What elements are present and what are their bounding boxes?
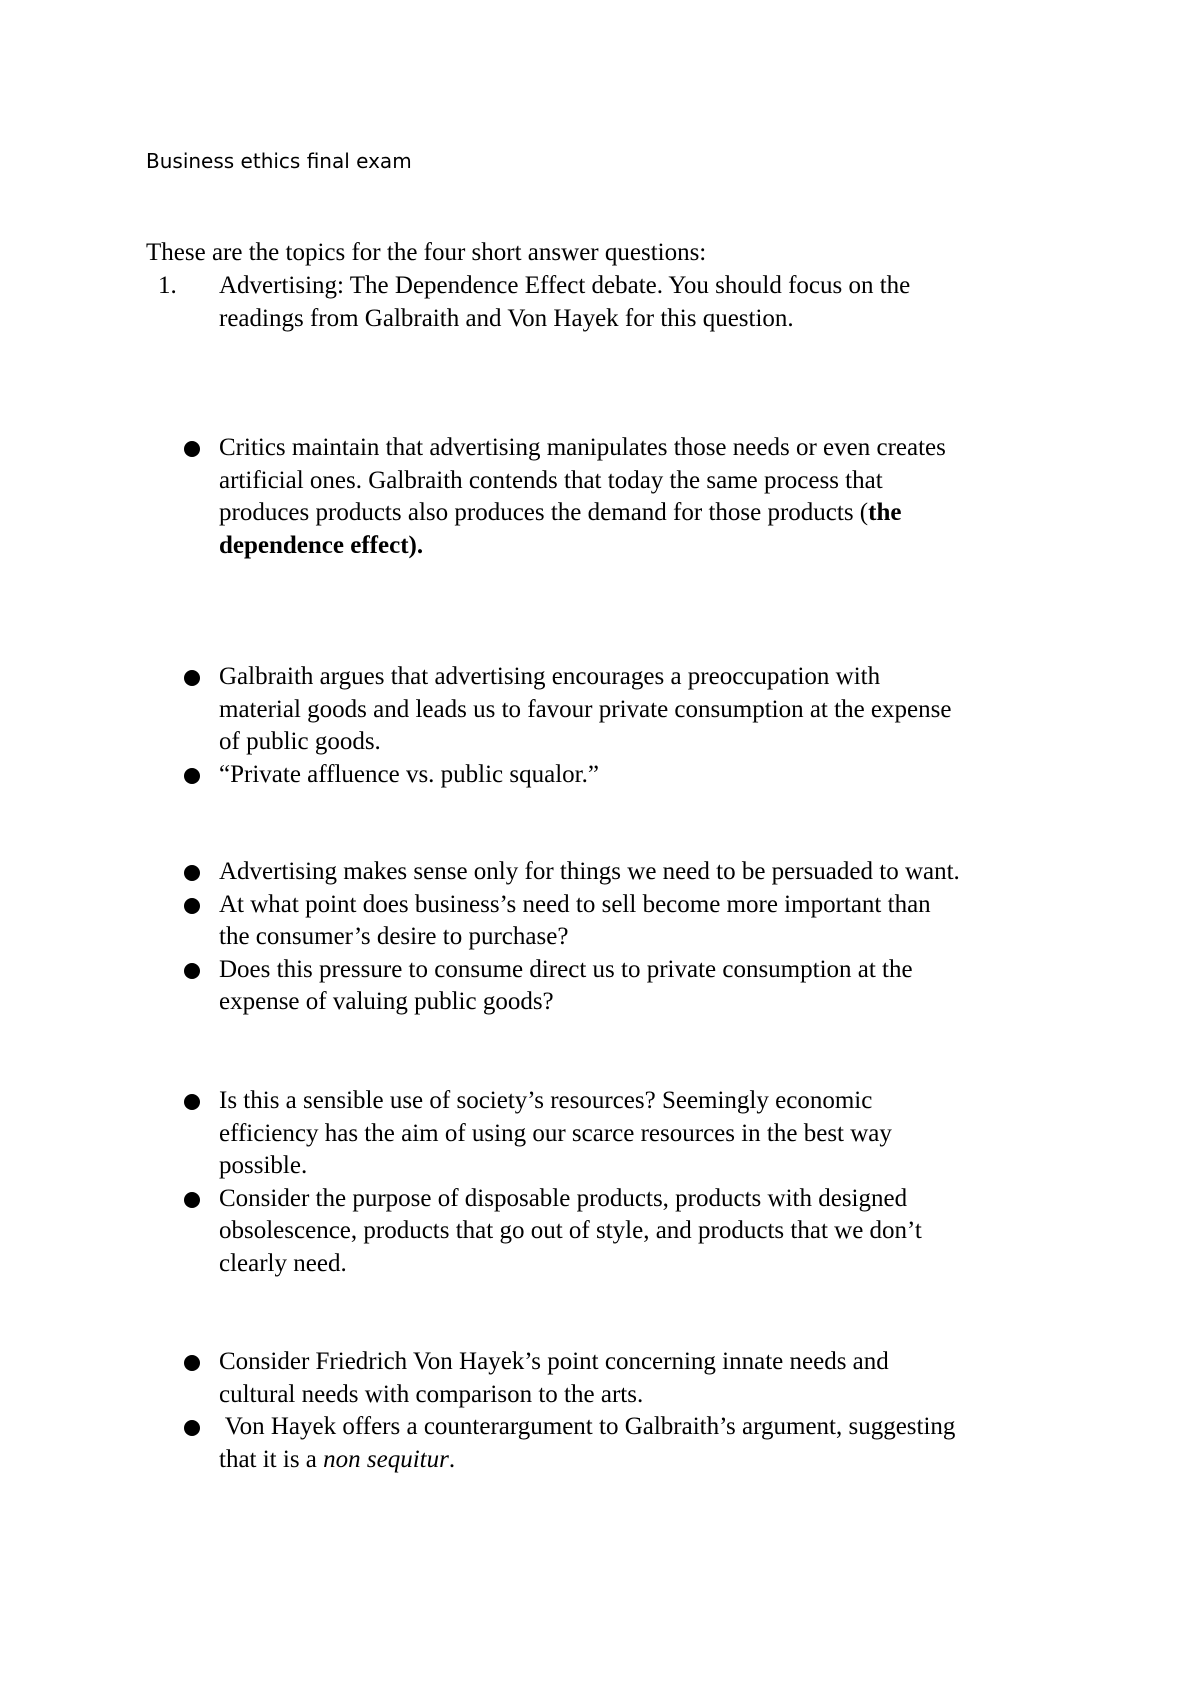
text-line: Is this a sensible use of society’s resources? Seemingly economic <box>219 1087 873 1114</box>
text-line: cultural needs with comparison to the arts. <box>219 1380 644 1408</box>
bullet-item-pressure <box>0 954 1089 1019</box>
bullet-item-disposable <box>0 1183 1089 1281</box>
bullet-icon <box>184 1094 200 1110</box>
text-line: Advertising makes sense only for things we need to be persuaded to want. <box>219 858 960 885</box>
numbered-item-text <box>219 270 1079 335</box>
text-line: obsolescence, products that go out of style, and products that we don’t <box>219 1217 922 1245</box>
text-run: ). <box>408 531 424 559</box>
text-line: Von Hayek offers a counterargument to Galbraith’s argument, suggesting <box>219 1413 956 1441</box>
text-line: the consumer’s desire to purchase? <box>219 923 569 951</box>
bullet-icon <box>184 963 200 979</box>
list-number: 1. <box>158 272 177 299</box>
text-run: produces products also produces the demand for those products ( <box>219 499 869 527</box>
italic-term: non sequitur <box>323 1445 449 1473</box>
bullet-icon <box>184 670 200 686</box>
bullet-item-hayek-needs <box>0 1346 1089 1411</box>
text-line: Consider Friedrich Von Hayek’s point concerning innate needs and <box>219 1348 889 1375</box>
page-title: Business ethics final exam <box>146 149 412 173</box>
text-line: “Private affluence vs. public squalor.” <box>219 760 599 788</box>
bullet-item-resources <box>0 1085 1089 1183</box>
text-line <box>219 497 1089 530</box>
text-line: At what point does business’s need to sell become more important than <box>219 890 931 918</box>
bullet-icon <box>184 1420 200 1436</box>
text-line: readings from Galbraith and Von Hayek for this question. <box>219 304 794 332</box>
bullet-item-persuaded <box>0 856 1089 889</box>
text-line <box>219 1444 1089 1477</box>
bold-term: dependence effect <box>219 531 409 559</box>
bullet-item-counterargument <box>0 1411 1089 1476</box>
intro-text: These are the topics for the four short answer questions: <box>146 239 707 266</box>
text-line: Galbraith argues that advertising encourages a preoccupation with <box>219 663 881 690</box>
text-line: Does this pressure to consume direct us to private consumption at the <box>219 955 913 983</box>
text-line: Critics maintain that advertising manipulates those needs or even creates <box>219 434 946 461</box>
text-line: efficiency has the aim of using our scarce resources in the best way <box>219 1119 892 1147</box>
text-line: clearly need. <box>219 1249 347 1277</box>
bullet-icon <box>184 441 200 457</box>
bold-term: the <box>868 499 902 527</box>
text-line: Advertising: The Dependence Effect debate. You should focus on the <box>219 272 911 299</box>
text-line: expense of valuing public goods? <box>219 988 554 1016</box>
bullet-item-need-to-sell <box>0 889 1089 954</box>
bullet-item-preoccupation <box>0 661 1089 759</box>
text-line: of public goods. <box>219 728 381 756</box>
text-line: material goods and leads us to favour private consumption at the expense <box>219 695 952 723</box>
bullet-icon <box>184 1355 200 1371</box>
bullet-group-persuasion <box>0 856 1200 1019</box>
bullet-group-private-consumption <box>0 661 1200 791</box>
text-line <box>219 530 1089 563</box>
bullet-item-affluence <box>0 759 1089 792</box>
bullet-icon <box>184 898 200 914</box>
bullet-item-critics <box>0 432 1089 562</box>
bullet-icon <box>184 768 200 784</box>
bullet-group-resources <box>0 1085 1200 1281</box>
bullet-icon <box>184 1192 200 1208</box>
text-line: Consider the purpose of disposable products, products with designed <box>219 1184 908 1212</box>
text-line: artificial ones. Galbraith contends that today the same process that <box>219 466 883 494</box>
text-run: that it is a <box>219 1445 324 1473</box>
bullet-group-von-hayek <box>0 1346 1200 1476</box>
text-line: possible. <box>219 1152 308 1180</box>
text-run: . <box>448 1445 456 1473</box>
bullet-icon <box>184 865 200 881</box>
bullet-group-dependence-effect <box>0 432 1200 562</box>
